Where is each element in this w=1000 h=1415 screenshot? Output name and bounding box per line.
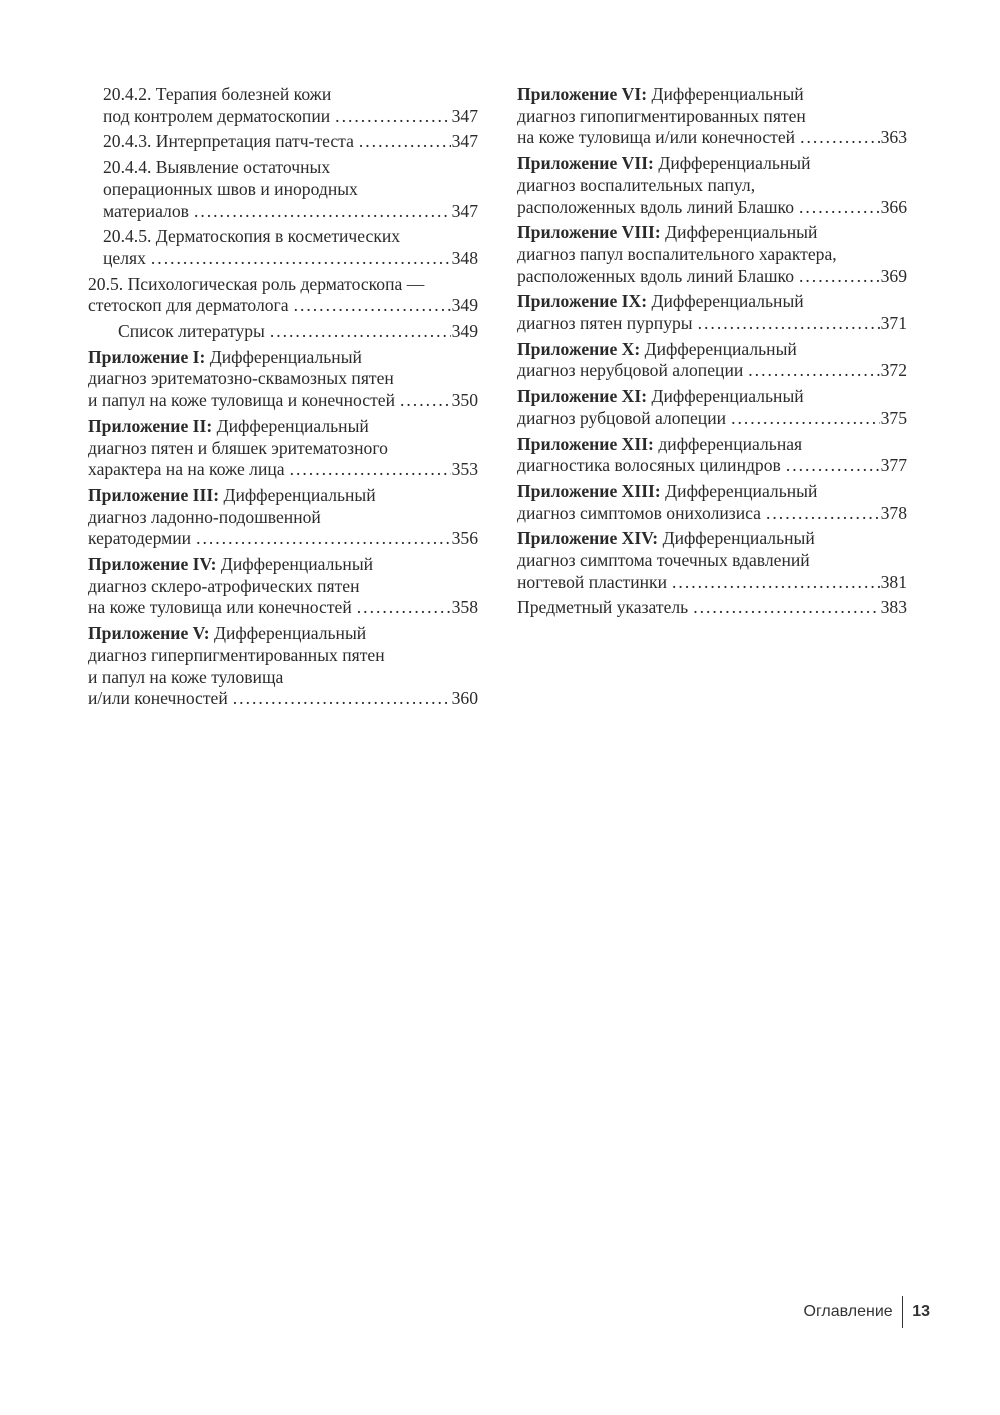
toc-appendix-entry[interactable] [88,416,478,481]
toc-entry-text: материалов [103,200,189,221]
toc-entry[interactable] [88,157,478,222]
appendix-title-start: дифференциальная [658,433,803,454]
toc-entry-last-line [88,390,478,412]
toc-page-number: 353 [451,459,478,480]
toc-entry-text: и/или конечностей [88,688,228,709]
appendix-title-start: Дифференциальный [216,415,369,436]
appendix-title-start: Дифференциальный [651,291,804,312]
leader-dots [799,197,880,219]
toc-entry-text: на коже туловища и/или конечностей [517,127,796,148]
toc-entry-last-line [88,459,478,481]
leader-dots [800,127,880,149]
appendix-label: Приложение VIII: [517,222,661,243]
toc-appendix-entry[interactable] [88,554,478,619]
leader-dots [799,266,880,288]
toc-page-number: 356 [451,528,478,549]
toc-appendix-entry[interactable] [88,485,478,550]
appendix-heading-line [517,339,907,361]
toc-entry-line: диагноз симптома точечных вдавлений [517,550,810,571]
appendix-title-start: Дифференциальный [214,623,367,644]
toc-entry-last-line [517,197,907,219]
toc-appendix-entry[interactable] [517,222,907,287]
leader-dots [151,248,451,270]
toc-entry-last-line [88,597,478,619]
toc-page-number: 347 [451,200,478,221]
toc-entry-line: диагноз ладонно-подошвенной [88,506,321,527]
toc-entry-last-line [517,572,907,594]
toc-page-number: 347 [451,105,478,126]
toc-entry-text: кератодермии [88,528,192,549]
toc-page-number: 363 [880,127,907,148]
toc-entry[interactable] [88,226,478,269]
toc-entry-last-line [88,295,478,317]
leader-dots [359,131,451,153]
toc-page-number: 377 [880,455,907,476]
running-section-title: Оглавление [803,1303,893,1320]
toc-entry-text: на коже туловища или конечностей [88,597,352,618]
toc-entry-text: Список литературы [118,321,265,342]
toc-entry[interactable] [88,274,478,317]
toc-entry-text: диагноз симптомов онихолизиса [517,502,761,523]
leader-dots [290,459,451,481]
toc-appendix-entry[interactable] [517,434,907,477]
toc-entry-text: стетоскоп для дерматолога [88,295,289,316]
leader-dots [672,572,880,594]
toc-entry-line: диагноз воспалительных папул, [517,174,756,195]
toc-appendix-entry[interactable] [517,291,907,334]
toc-page-number: 371 [880,313,907,334]
appendix-heading-line [517,153,907,175]
leader-dots [233,688,451,710]
toc-entry-line: диагноз гипопигментированных пятен [517,105,806,126]
toc-right-column [517,84,907,623]
toc-appendix-entry[interactable] [517,386,907,429]
toc-entry-text: целях [103,247,146,268]
toc-entry-last-line [517,597,907,619]
toc-page-number: 358 [451,597,478,618]
toc-page-number: 350 [451,390,478,411]
appendix-title-start: Дифференциальный [662,528,815,549]
page-number: 13 [912,1303,930,1320]
toc-entry-last-line [118,321,478,343]
toc-entry-text: расположенных вдоль линий Блашко [517,265,794,286]
toc-entry-line: 20.4.4. Выявление остаточных [103,157,331,178]
appendix-title-start: Дифференциальный [220,554,374,575]
toc-page-number: 378 [880,502,907,523]
toc-entry-text: характера на на коже лица [88,459,285,480]
toc-entry-text: диагноз рубцовой алопеции [517,407,727,428]
toc-entry-text: расположенных вдоль линий Блашко [517,196,794,217]
toc-appendix-entry[interactable] [517,528,907,593]
appendix-label: Приложение VII: [517,153,654,174]
appendix-heading-line [88,623,478,645]
toc-entry-text: 20.4.3. Интерпретация патч-теста [103,131,354,152]
toc-entry-text: Предметный указатель [517,597,689,618]
toc-entry[interactable] [88,321,478,343]
toc-entry-line: операционных швов и инородных [103,178,358,199]
toc-entry-line: диагноз эритематозно-сквамозных пятен [88,368,394,389]
toc-page-number: 348 [451,247,478,268]
appendix-title-start: Дифференциальный [209,346,362,367]
appendix-label: Приложение X: [517,338,641,359]
appendix-title-start: Дифференциальный [644,338,797,359]
toc-entry-last-line [103,131,478,153]
toc-page-number: 369 [880,265,907,286]
toc-appendix-entry[interactable] [88,623,478,710]
toc-entry-last-line [103,106,478,128]
leader-dots [270,321,451,343]
toc-entry-line: диагноз папул воспалительного характера, [517,243,837,264]
toc-entry[interactable] [517,597,907,619]
appendix-label: Приложение I: [88,346,206,367]
leader-dots [357,597,451,619]
toc-page-number: 375 [880,407,907,428]
toc-page-number: 381 [880,571,907,592]
appendix-label: Приложение II: [88,415,213,436]
appendix-heading-line [517,291,907,313]
toc-page-number: 349 [451,295,478,316]
leader-dots [196,528,451,550]
appendix-heading-line [88,416,478,438]
toc-entry-last-line [88,528,478,550]
appendix-label: Приложение IX: [517,291,648,312]
appendix-heading-line [517,386,907,408]
toc-appendix-entry[interactable] [88,347,478,412]
leader-dots [786,455,880,477]
appendix-heading-line [517,528,907,550]
toc-page-number: 347 [451,131,478,152]
toc-appendix-entry[interactable] [517,84,907,149]
toc-entry-last-line [517,360,907,382]
toc-entry[interactable] [88,131,478,153]
appendix-heading-line [88,485,478,507]
toc-entry-last-line [103,201,478,223]
appendix-label: Приложение XI: [517,386,648,407]
toc-entry-text: ногтевой пластинки [517,571,668,592]
toc-entry-last-line [517,127,907,149]
toc-page-number: 383 [880,597,907,618]
appendix-heading-line [517,434,907,456]
toc-entry[interactable] [88,84,478,127]
appendix-title-start: Дифференциальный [665,480,818,501]
leader-dots [748,360,879,382]
appendix-heading-line [88,554,478,576]
appendix-title-start: Дифференциальный [658,153,811,174]
toc-page-number: 349 [451,321,478,342]
toc-page-number: 366 [880,196,907,217]
leader-dots [294,295,451,317]
leader-dots [335,106,450,128]
toc-entry-text: диагноз нерубцовой алопеции [517,360,744,381]
toc-entry-line: и папул на коже туловища [88,666,284,687]
toc-entry-text: и папул на коже туловища и конечностей [88,390,395,411]
leader-dots [766,503,880,525]
toc-appendix-entry[interactable] [517,153,907,218]
toc-entry-line: диагноз пятен и бляшек эритематозного [88,437,388,458]
toc-page-number: 360 [451,688,478,709]
appendix-label: Приложение VI: [517,84,648,104]
leader-dots [194,201,451,223]
leader-dots [698,313,880,335]
appendix-heading-line [517,84,907,106]
toc-entry-last-line [517,503,907,525]
leader-dots [400,390,451,412]
appendix-title-start: Дифференциальный [651,84,804,104]
toc-entry-last-line [517,266,907,288]
toc-entry-last-line [517,455,907,477]
page-footer [804,1296,931,1328]
appendix-label: Приложение IV: [88,554,217,575]
toc-entry-line: диагноз склеро-атрофических пятен [88,575,360,596]
leader-dots [693,597,879,619]
toc-entry-line: 20.4.5. Дерматоскопия в косметических [103,226,401,247]
leader-dots [731,408,880,430]
appendix-label: Приложение V: [88,623,210,644]
toc-entry-last-line [517,408,907,430]
appendix-label: Приложение XII: [517,433,654,454]
toc-page-number: 372 [880,360,907,381]
appendix-title-start: Дифференциальный [223,484,376,505]
toc-entry-line: 20.4.2. Терапия болезней кожи [103,84,332,104]
appendix-label: Приложение III: [88,484,220,505]
toc-entry-line: 20.5. Психологическая роль дерматоскопа — [88,273,425,294]
appendix-title-start: Дифференциальный [665,222,818,243]
toc-appendix-entry[interactable] [517,339,907,382]
toc-entry-line: диагноз гиперпигментированных пятен [88,644,385,665]
toc-entry-text: под контролем дерматоскопии [103,105,331,126]
appendix-label: Приложение XIV: [517,528,659,549]
toc-entry-text: диагноз пятен пурпуры [517,313,693,334]
appendix-title-start: Дифференциальный [651,386,804,407]
appendix-heading-line [88,347,478,369]
toc-entry-text: диагностика волосяных цилиндров [517,455,781,476]
toc-entry-last-line [103,248,478,270]
appendix-heading-line [517,222,907,244]
appendix-heading-line [517,481,907,503]
toc-appendix-entry[interactable] [517,481,907,524]
toc-left-column [88,84,478,714]
appendix-label: Приложение XIII: [517,480,661,501]
toc-entry-last-line [88,688,478,710]
toc-entry-last-line [517,313,907,335]
